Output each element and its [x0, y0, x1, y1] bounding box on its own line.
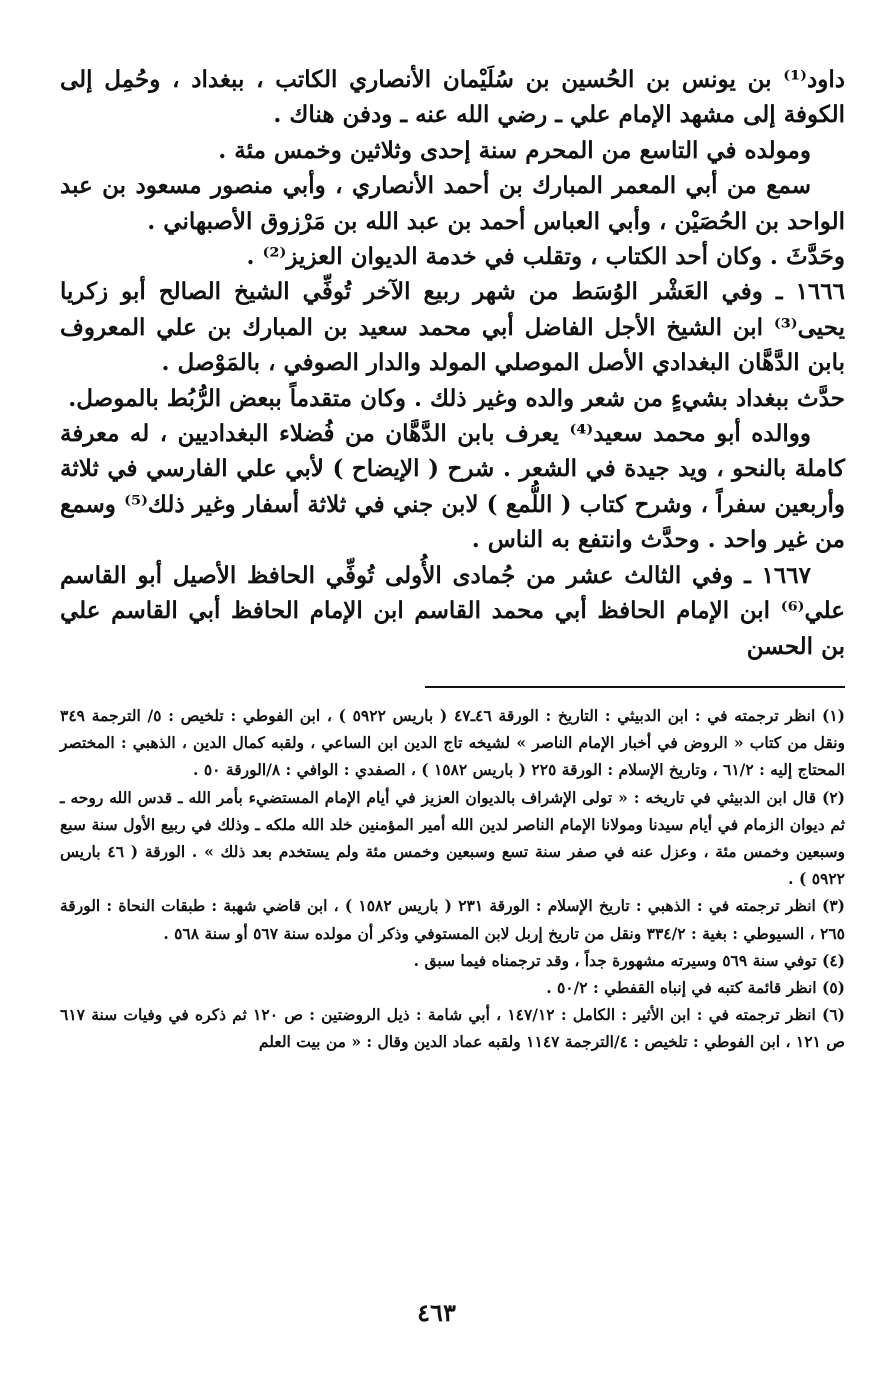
paragraph-father: ووالده أبو محمد سعيد⁽⁴⁾ يعرف بابن الدَّهَّان من فُضلاء البغداديين ، له معرفة كاملة بالنحو ، ويد جيدة في الشعر . شرح ( الإيضاح ) لأبي علي الفارسي في ثلاثة وأربعين سفراً ، وشرح كتاب ( اللُّمع ) لابن جني في ثلاثة أسفار وغير ذلك⁽⁵⁾ وسمع من غير واحد . وحدَّث وانتفع به الناس . — [60, 420, 845, 554]
paragraph-teachers: سمع من أبي المعمر المبارك بن أحمد الأنصاري ، وأبي منصور مسعود بن عبد الواحد بن الحُصَيْن ، وأبي العباس أحمد بن عبد الله بن مَرْزوق الأصبهاني . — [60, 172, 845, 235]
footnote-divider — [425, 686, 845, 688]
paragraph-career: وحَدَّثَ . وكان أحد الكتاب ، وتقلب في خدمة الديوان العزيز⁽²⁾ . — [246, 243, 845, 271]
entry-1666: ١٦٦٦ ـ وفي العَشْر الوُسَط من شهر ربيع الآخر تُوفِّي الشيخ الصالح أبو زكريا يحيى⁽³⁾ ابن الشيخ الأجل الفاضل أبي محمد سعيد بن المبارك بن علي المعروف بابن الدَّهَّان البغدادي الأصل الموصلي المولد والدار الصوفي ، بالمَوْصل . — [60, 278, 845, 377]
footnote-2: (٢) قال ابن الدبيثي في تاريخه : « تولى الإشراف بالديوان العزيز في أيام الإمام المستضيء بأمر الله ـ قدس الله روحه ـ ثم ديوان الزمام في أيام سيدنا ومولانا الإمام الناصر لدين الله أمير المؤمنين خلد الله ملكه ـ وذلك في ربيع الأول سنة سبع وسبعين وخمس مئة ، وعزل عنه في صفر سنة تسع وسبعين وخمس مئة ولم يستخدم بعد ذلك » . الورقة ( ٤٦ باريس ٥٩٢٢ ) . — [60, 787, 845, 889]
entry-1667: ١٦٦٧ ـ وفي الثالث عشر من جُمادى الأُولى تُوفِّي الحافظ الأصيل أبو القاسم علي⁽⁶⁾ ابن الإمام الحافظ أبي محمد القاسم ابن الإمام الحافظ أبي القاسم علي بن الحسن — [60, 561, 845, 660]
page-number: ٤٦٣ — [417, 1298, 456, 1327]
paragraph-narration: حدَّث ببغداد بشيءٍ من شعر والده وغير ذلك . وكان متقدماً ببعض الرُّبُط بالموصل. — [68, 384, 845, 412]
footnote-6: (٦) انظر ترجمته في : ابن الأثير : الكامل : ١٤٧/١٢ ، أبي شامة : ذيل الروضتين : ص ١٢٠ ثم ذكره في وفيات سنة ٦١٧ ص ١٢١ ، ابن الفوطي : تلخيص : ٤/الترجمة ١١٤٧ ولقبه عماد الدين وقال : « من بيت العلم — [60, 1005, 845, 1052]
footnote-1: (١) انظر ترجمته في : ابن الدبيثي : التاريخ : الورقة ٤٦ـ٤٧ ( باريس ٥٩٢٢ ) ، ابن الفوطي : تلخيص : ٥/ الترجمة ٣٤٩ ونقل من كتاب « الروض في أخبار الإمام الناصر » لشيخه تاج الدين ابن الساعي ، ولقبه كمال الدين ، الذهبي : المختصر المحتاج إليه : ٦١/٢ ، وتاريخ الإسلام : الورقة ٢٢٥ ( باريس ١٥٨٢ ) ، الصفدي : الوافي : ٨/الورقة ٥٠ . — [60, 705, 845, 780]
footnote-3: (٣) انظر ترجمته في : الذهبي : تاريخ الإسلام : الورقة ٢٣١ ( باريس ١٥٨٢ ) ، ابن قاضي شهبة : طبقات النحاة : الورقة ٢٦٥ ، السيوطي : بغية : ٣٣٤/٢ ونقل من تاريخ إربل لابن المستوفي وذكر أن مولده سنة ٥٦٧ أو سنة ٥٦٨ . — [60, 896, 846, 943]
main-body-text — [60, 62, 845, 664]
footnote-5: (٥) انظر قائمة كتبه في إنباه القفطي : ٥٠/٢ . — [546, 977, 845, 997]
book-page — [60, 62, 845, 1398]
paragraph-dawud-entry: داود⁽¹⁾ بن يونس بن الحُسين بن سُلَيْمان الأنصاري الكاتب ، ببغداد ، وحُمِل إلى الكوفة إلى مشهد الإمام علي ـ رضي الله عنه ـ ودفن هناك . — [60, 66, 845, 129]
paragraph-birth: ومولده في التاسع من المحرم سنة إحدى وثلاثين وخمس مئة . — [218, 136, 811, 164]
footnote-4: (٤) توفي سنة ٥٦٩ وسيرته مشهورة جداً ، وقد ترجمناه فيما سبق . — [413, 950, 845, 970]
footnotes-section — [60, 702, 845, 1056]
